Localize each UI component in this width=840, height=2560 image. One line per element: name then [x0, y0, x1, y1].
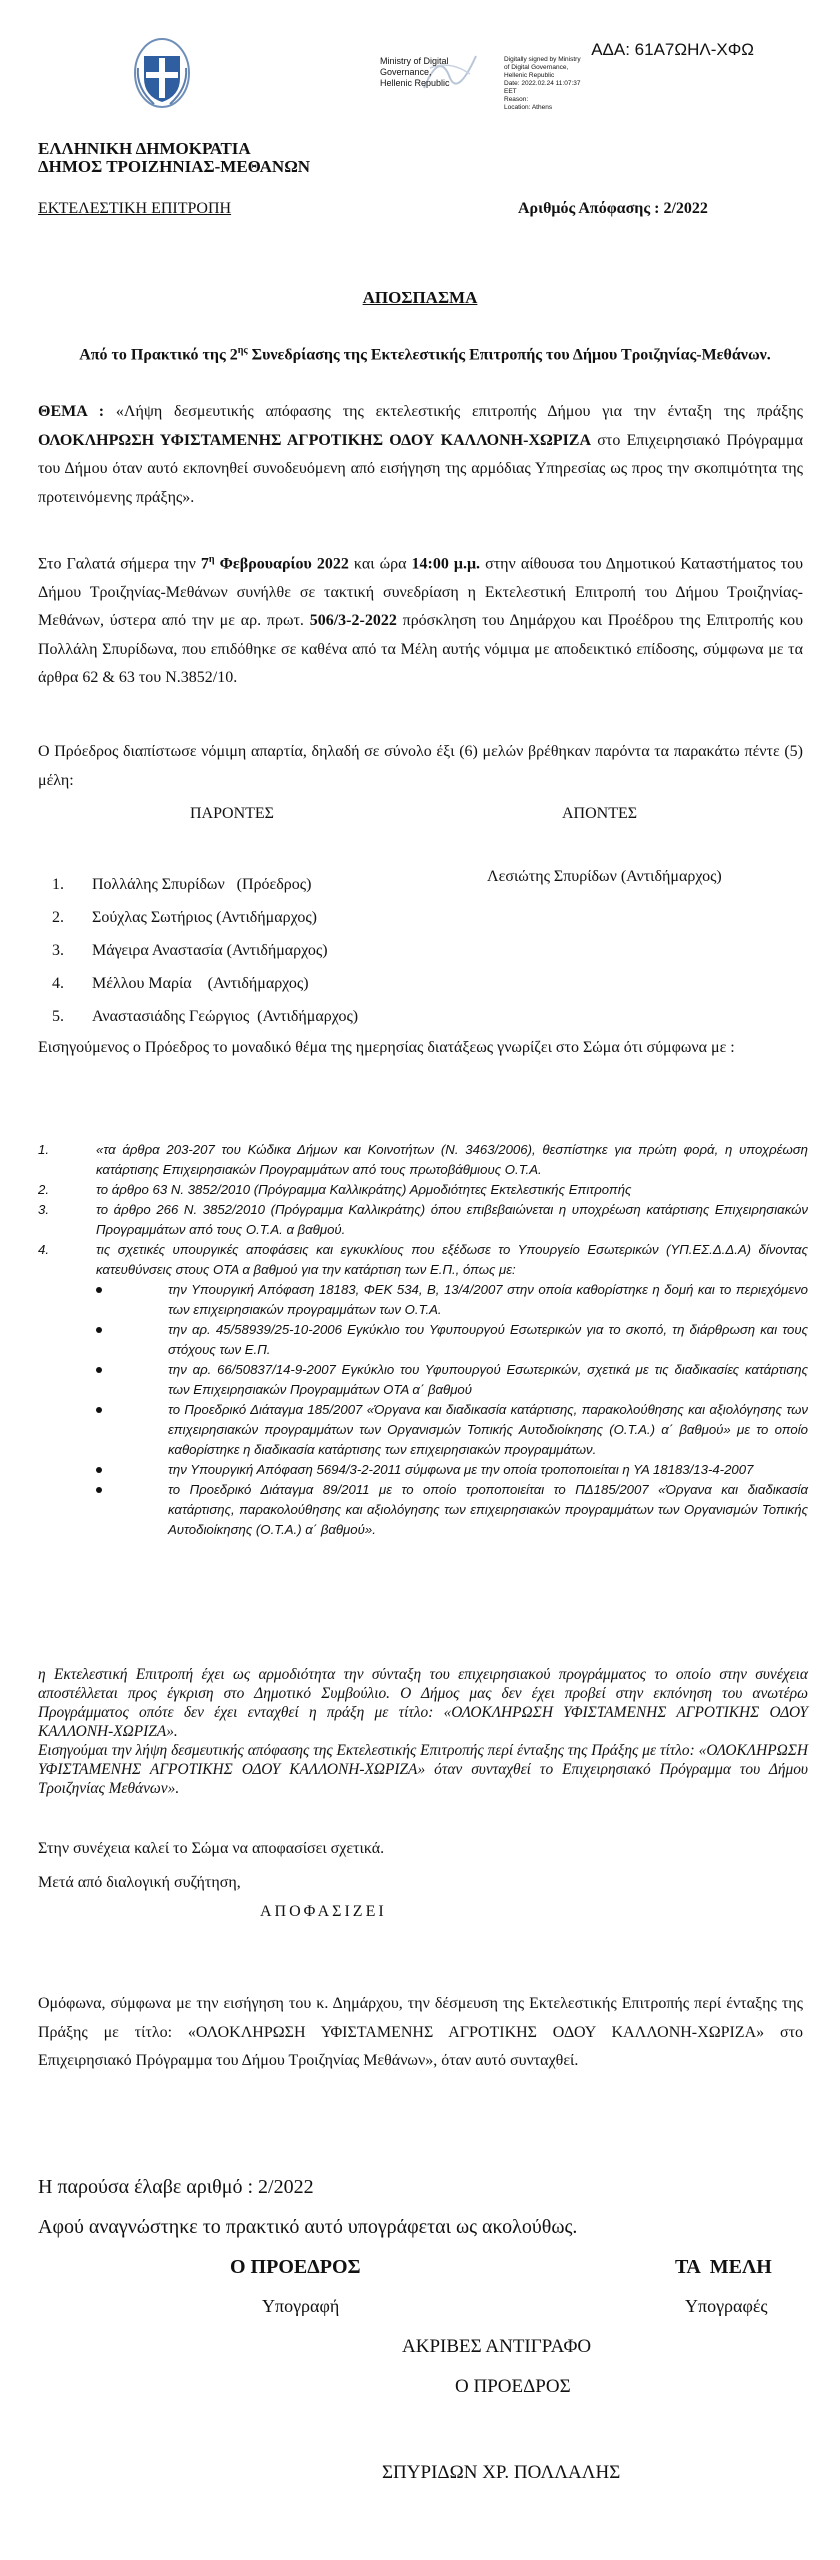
item-number: 2.	[52, 909, 64, 926]
org-line-2: ΔΗΜΟΣ ΤΡΟΙΖΗΝΙΑΣ-ΜΕΘΑΝΩΝ	[38, 157, 311, 176]
absent-heading: ΑΠΟΝΤΕΣ	[562, 805, 638, 822]
subject-text: «Λήψη δεσμευτικής απόφασης της εκτελεστικής επιτροπής Δήμου για την ένταξη της πράξης	[104, 403, 804, 420]
item-number: 1.	[38, 1142, 49, 1157]
excerpt-heading	[60, 340, 790, 366]
item-number: 3.	[38, 1202, 49, 1217]
bullet-icon	[96, 1327, 102, 1333]
excerpt-text: Από το Πρακτικό της 2	[79, 346, 238, 364]
project-title: ΟΛΟΚΛΗΡΩΣΗ ΥΦΙΣΤΑΜΕΝΗΣ ΑΓΡΟΤΙΚΗΣ ΟΔΟΥ ΚΑΛΛΟΝΗ-ΧΩΡΙΖΑ	[38, 431, 592, 449]
intro-text: και ώρα	[348, 555, 412, 573]
bullet-icon	[96, 1487, 102, 1493]
list-item	[38, 1360, 808, 1400]
quorum-paragraph: Ο Πρόεδρος διαπίστωσε νόμιμη απαρτία, δηλαδή σε σύνολο έξι (6) μελών βρέθηκαν παρόντα τα παρακάτω πέντε (5) μέλη:	[38, 743, 803, 789]
president-label: Ο ΠΡΟΕΔΡΟΣ	[230, 2256, 361, 2278]
list-item	[38, 1320, 808, 1360]
organization-name	[38, 140, 310, 176]
signature-detail-line: of Digital Governance,	[504, 64, 569, 71]
list-item	[38, 1400, 808, 1460]
document-title: ΑΠΟΣΠΑΣΜΑ	[362, 288, 478, 307]
digital-signature-block	[380, 56, 680, 142]
signatures-label: Υπογραφές	[685, 2296, 768, 2316]
invite-line: Στην συνέχεια καλεί το Σώμα να αποφασίσει σχετικά.	[38, 1840, 385, 1857]
member-name: Πολλάλης Σπυρίδων (Πρόεδρος)	[92, 876, 312, 893]
greek-coat-of-arms-icon	[134, 38, 190, 108]
ada-code: ΑΔΑ: 61Α7ΩΗΛ-ΧΦΩ	[591, 40, 754, 59]
list-item	[38, 1000, 358, 1033]
item-number: 4.	[52, 975, 64, 992]
signature-details	[504, 56, 654, 112]
present-heading: ΠΑΡΟΝΤΕΣ	[190, 805, 274, 822]
signature-issuer-line: Ministry of Digital	[380, 56, 449, 66]
meeting-month: Φεβρουαρίου 2022	[214, 555, 349, 573]
org-line-1: ΕΛΛΗΝΙΚΗ ΔΗΜΟΚΡΑΤΙΑ	[38, 139, 251, 158]
item-text: το Προεδρικό Διάταγμα 185/2007 «Όργανα και διαδικασία κατάρτισης, παρακολούθησης και αξιολόγησης των επιχειρησιακών προγραμμάτων των Οργανισμών Τοπικής Αυτοδιοίκησης (Ο.Τ.Α.) α΄ βαθμού» με το οποίο καθορίστηκε η διαδικασία κατάρτισης των επιχειρησιακών προγραμμάτων.	[168, 1402, 808, 1457]
subject-text-end: στο Επιχειρησιακό Πρόγραμμα του Δήμου όταν αυτό εκπονηθεί συνοδευόμενη από εισήγηση της αρμόδιας Υπηρεσίας ως προς την σκοπιμότητα της προτεινόμενης πράξης».	[38, 431, 803, 506]
item-text: την Υπουργική Απόφαση 5694/3-2-2011 σύμφωνα με την οποία τροποποιείται η ΥΑ 18183/13-4-2007	[168, 1462, 754, 1477]
item-text: την αρ. 66/50837/14-9-2007 Εγκύκλιο του Υφυπουργού Εσωτερικών, σχετικά με τις διαδικασίες κατάρτισης των Επιχειρησιακών Προγραμμάτων ΟΤΑ α΄ βαθμού	[168, 1362, 808, 1397]
signature-detail-line: EET	[504, 88, 517, 95]
subject-paragraph	[38, 398, 803, 512]
list-item	[38, 868, 358, 901]
item-text: την Υπουργική Απόφαση 18183, ΦΕΚ 534, Β, 13/4/2007 στην οποία καθορίστηκε η δομή και το περιεχόμενο των επιχειρησιακών προγραμμάτων των Ο.Τ.Α.	[168, 1282, 808, 1317]
list-item	[38, 901, 358, 934]
member-name: Μέλλου Μαρία (Αντιδήμαρχος)	[92, 975, 309, 992]
meeting-day-suffix: η	[208, 554, 215, 565]
bullet-icon	[96, 1287, 102, 1293]
members-label: ΤΑ ΜΕΛΗ	[675, 2256, 772, 2278]
after-discussion-line: Μετά από διαλογική συζήτηση,	[38, 1874, 241, 1891]
meeting-time: 14:00 μ.μ.	[411, 555, 481, 573]
list-item	[38, 1180, 808, 1200]
absent-member: Λεσιώτης Σπυρίδων (Αντιδήμαρχος)	[487, 868, 722, 885]
signature-detail-line: Digitally signed by Ministry	[504, 56, 581, 63]
signature-detail-line: Reason:	[504, 96, 529, 103]
subject-label: ΘΕΜΑ :	[38, 403, 105, 420]
signature-label: Υπογραφή	[262, 2296, 340, 2316]
list-item	[38, 934, 358, 967]
member-name: Μάγειρα Αναστασία (Αντιδήμαρχος)	[92, 942, 328, 959]
received-number-line: Η παρούσα έλαβε αριθμό : 2/2022	[38, 2176, 314, 2198]
excerpt-text-end: Συνεδρίασης της Εκτελεστικής Επιτροπής του Δήμου Τροιζηνίας-Μεθάνων.	[247, 346, 771, 364]
item-text: το Προεδρικό Διάταγμα 89/2011 με το οποίο τροποποιείται το ΠΔ185/2007 «Όργανα και διαδικασία κατάρτισης, παρακολούθησης και αξιολόγησης των επιχειρησιακών προγραμμάτων των Οργανισμών Τοπικής Αυτοδιοίκησης (Ο.Τ.Α.) α΄ βαθμού».	[168, 1482, 808, 1537]
signature-detail-line: Location: Athens	[504, 104, 553, 111]
decision-number: Αριθμός Απόφασης : 2/2022	[518, 200, 708, 217]
signature-issuer	[380, 56, 500, 89]
decision-paragraph: Ομόφωνα, σύμφωνα με την εισήγηση του κ. Δημάρχου, την δέσμευση της Εκτελεστικής Επιτροπής περί ένταξης της Πράξης με τίτλο: «ΟΛΟΚΛΗΡΩΣΗ ΥΦΙΣΤΑΜΕΝΗΣ ΑΓΡΟΤΙΚΗΣ ΟΔΟΥ ΚΑΛΛΟΝΗ-ΧΩΡΙΖΑ» στο Επιχειρησιακό Πρόγραμμα του Δήμου Τροιζηνίας Μεθάνων», όταν αυτό συνταχθεί.	[38, 1995, 803, 2069]
signature-detail-line: Date: 2022.02.24 11:07:37	[504, 80, 581, 87]
read-line: Αφού αναγνώστηκε το πρακτικό αυτό υπογράφεται ως ακολούθως.	[38, 2216, 578, 2238]
item-text: το άρθρο 266 Ν. 3852/2010 (Πρόγραμμα Καλλικράτης) όπου επιβεβαιώνεται η υποχρέωση κατάρτισης Επιχειρησιακών Προγραμμάτων από τους Ο.Τ.Α. α βαθμού.	[96, 1202, 808, 1237]
intro-text: στην αίθουσα του Δημοτικού Καταστήματος του Δήμου Τροιζηνίας-Μεθάνων συνήλθε σε τακτική συνεδρίαση η Εκτελεστική Επιτροπή του Δήμου Τροιζηνίας-Μεθάνων, ύστερα από την με αρ. πρωτ.	[38, 555, 804, 630]
present-members-list	[38, 868, 358, 1033]
list-item	[38, 1480, 808, 1540]
intro-text: Στο Γαλατά σήμερα την	[38, 555, 201, 573]
signature-detail-line: Hellenic Republic	[504, 72, 555, 79]
item-text: την αρ. 45/58939/25-10-2006 Εγκύκλιο του Υφυπουργού Εσωτερικών για το σκοπό, τη διάρθρωση και τους στόχους των Ε.Π.	[168, 1322, 808, 1357]
recommendation-paragraph: Εισηγούμαι την λήψη δεσμευτικής απόφασης της Εκτελεστικής Επιτροπής περί ένταξης της Πράξης με τίτλο: «ΟΛΟΚΛΗΡΩΣΗ ΥΦΙΣΤΑΜΕΝΗΣ ΑΓΡΟΤΙΚΗΣ ΟΔΟΥ ΚΑΛΛΟΝΗ-ΧΩΡΙΖΑ» όταν συνταχθεί το Επιχειρησιακό Πρόγραμμα του Δήμου Τροιζηνίας Μεθάνων».	[38, 1742, 808, 1797]
item-number: 5.	[52, 1008, 64, 1025]
item-text: τις σχετικές υπουργικές αποφάσεις και εγκυκλίους που εξέδωσε το Υπουργείο Εσωτερικών (ΥΠ.ΕΣ.Δ.Δ.Α) δίνοντας κατευθύνσεις στους ΟΤΑ α βαθμού για την κατάρτιση των Ε.Π., όπως με:	[96, 1242, 808, 1277]
presentation-paragraph: Εισηγούμενος ο Πρόεδρος το μοναδικό θέμα της ημερησίας διατάξεως γνωρίζει στο Σώμα ότι σύμφωνα με :	[38, 1039, 735, 1056]
bullet-icon	[96, 1407, 102, 1413]
committee-name: ΕΚΤΕΛΕΣΤΙΚΗ ΕΠΙΤΡΟΠΗ	[38, 200, 232, 217]
signature-issuer-line: Hellenic Republic	[380, 78, 450, 88]
meeting-intro-paragraph	[38, 546, 803, 693]
list-item	[38, 1200, 808, 1240]
recommendation-text	[38, 1665, 808, 1798]
recommendation-paragraph: η Εκτελεστική Επιτροπή έχει ως αρμοδιότητα την σύνταξη του επιχειρησιακού προγράμματος το οποίο στην συνέχεια αποστέλλεται προς έγκριση στο Δημοτικό Συμβούλιο. Ο Δήμος μας δεν έχει προβεί στην εκπόνηση του ανωτέρω Προγράμματος οπότε δεν έχει ενταχθεί η πράξη με τίτλο: «ΟΛΟΚΛΗΡΩΣΗ ΥΦΙΣΤΑΜΕΝΗΣ ΑΓΡΟΤΙΚΗΣ ΟΔΟΥ ΚΑΛΛΟΝΗ-ΧΩΡΙΖΑ».	[38, 1666, 808, 1740]
signature-issuer-line: Governance,	[380, 67, 432, 77]
list-item	[38, 1460, 808, 1480]
true-copy-label: ΑΚΡΙΒΕΣ ΑΝΤΙΓΡΑΦΟ	[402, 2336, 592, 2357]
item-number: 4.	[38, 1242, 49, 1257]
item-number: 2.	[38, 1182, 49, 1197]
item-text: το άρθρο 63 Ν. 3852/2010 (Πρόγραμμα Καλλικράτης) Αρμοδιότητες Εκτελεστικής Επιτροπής	[96, 1182, 632, 1197]
copy-president-label: Ο ΠΡΟΕΔΡΟΣ	[455, 2376, 571, 2397]
member-name: Αναστασιάδης Γεώργιος (Αντιδήμαρχος)	[92, 1008, 359, 1025]
list-item	[38, 1280, 808, 1320]
meeting-day: 7	[200, 555, 209, 573]
item-text: «τα άρθρα 203-207 του Κώδικα Δήμων και Κοινοτήτων (Ν. 3463/2006), θεσπίστηκε για πρώτη φορά, η υποχρέωση κατάρτισης Επιχειρησιακών Προγραμμάτων από τους πρωτοβάθμιους Ο.Τ.Α.	[96, 1142, 808, 1177]
list-item	[38, 967, 358, 1000]
intro-text: πρόσκληση του Δημάρχου και Προέδρου της Επιτροπής κου Πολλάλη Σπυρίδωνα, που επιδόθηκε σε καθένα από τα Μέλη αυτής νόμιμα με αποδεικτικό επίδοσης, σύμφωνα με τα άρθρα 62 & 63 του Ν.3852/10.	[38, 612, 803, 687]
legal-basis-list	[38, 1140, 808, 1540]
bullet-icon	[96, 1367, 102, 1373]
list-item	[38, 1240, 808, 1280]
excerpt-superscript: ης	[237, 345, 248, 356]
invitation-reference: 506/3-2-2022	[309, 612, 397, 630]
decides-heading: ΑΠΟΦΑΣΙΖΕΙ	[260, 1903, 387, 1920]
item-number: 3.	[52, 942, 64, 959]
member-name: Σούχλας Σωτήριος (Αντιδήμαρχος)	[92, 909, 318, 926]
list-item	[38, 1140, 808, 1180]
item-number: 1.	[52, 876, 64, 893]
bullet-icon	[96, 1467, 102, 1473]
president-name: ΣΠΥΡΙΔΩΝ ΧΡ. ΠΟΛΛΑΛΗΣ	[382, 2462, 621, 2483]
